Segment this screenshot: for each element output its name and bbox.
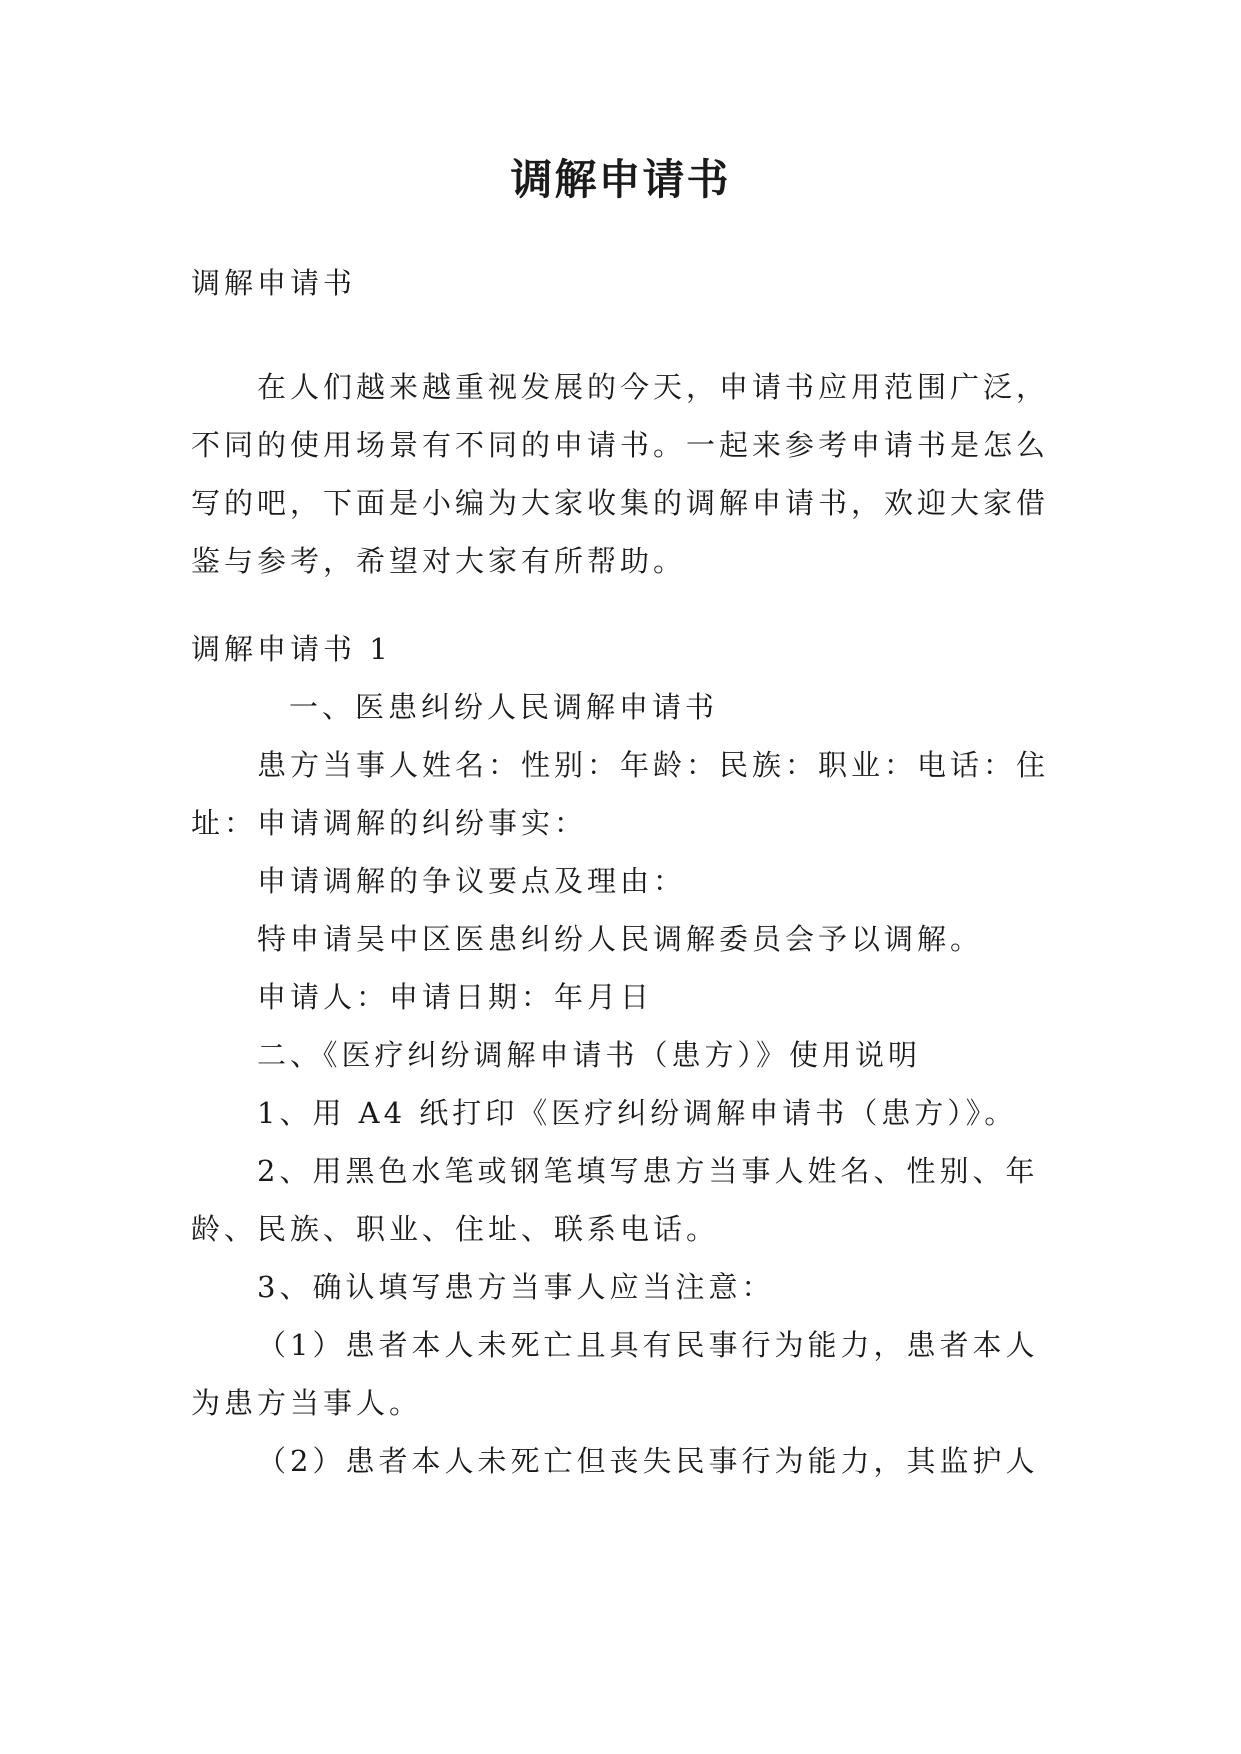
part-1-heading: 一、医患纠纷人民调解申请书 [289, 690, 719, 724]
part-2-heading: 二、《医疗纠纷调解申请书（患方）》使用说明 [257, 1038, 922, 1072]
sub-item-2-line-1: （2）患者本人未死亡但丧失民事行为能力，其监护人 [257, 1444, 1039, 1478]
intro-paragraph [191, 358, 1051, 590]
section-heading: 调解申请书 1 [191, 632, 392, 666]
instruction-item-2-line-2: 龄、民族、职业、住址、联系电话。 [191, 1212, 720, 1246]
instruction-item-2-line-1: 2、用黑色水笔或钢笔填写患方当事人姓名、性别、年 [257, 1154, 1039, 1188]
fields-line-1: 患方当事人姓名：性别：年龄：民族：职业：电话：住 [257, 748, 1050, 782]
signature-line: 申请人：申请日期：年月日 [257, 980, 654, 1014]
dispute-points-line: 申请调解的争议要点及理由： [257, 864, 687, 898]
intro-line-1: 在人们越来越重视发展的今天，申请书应用范围广泛， [257, 370, 1050, 404]
intro-line-4: 鉴与参考，希望对大家有所帮助。 [191, 544, 687, 578]
document-title: 调解申请书 [510, 155, 731, 204]
instruction-item-3: 3、确认填写患方当事人应当注意： [257, 1270, 775, 1304]
sub-item-1-line-1: （1）患者本人未死亡且具有民事行为能力，患者本人 [257, 1328, 1039, 1362]
document-subtitle: 调解申请书 [191, 266, 357, 300]
request-line: 特申请吴中区医患纠纷人民调解委员会予以调解。 [257, 922, 984, 956]
sub-item-1-line-2: 为患方当事人。 [191, 1386, 423, 1420]
instruction-item-1: 1、用 A4 纸打印《医疗纠纷调解申请书（患方）》。 [257, 1096, 1018, 1130]
intro-line-2: 不同的使用场景有不同的申请书。一起来参考申请书是怎么 [191, 428, 1050, 462]
intro-line-3: 写的吧，下面是小编为大家收集的调解申请书，欢迎大家借 [191, 486, 1050, 520]
fields-line-2: 址：申请调解的纠纷事实： [191, 806, 588, 840]
section-1-content [191, 620, 1051, 1490]
